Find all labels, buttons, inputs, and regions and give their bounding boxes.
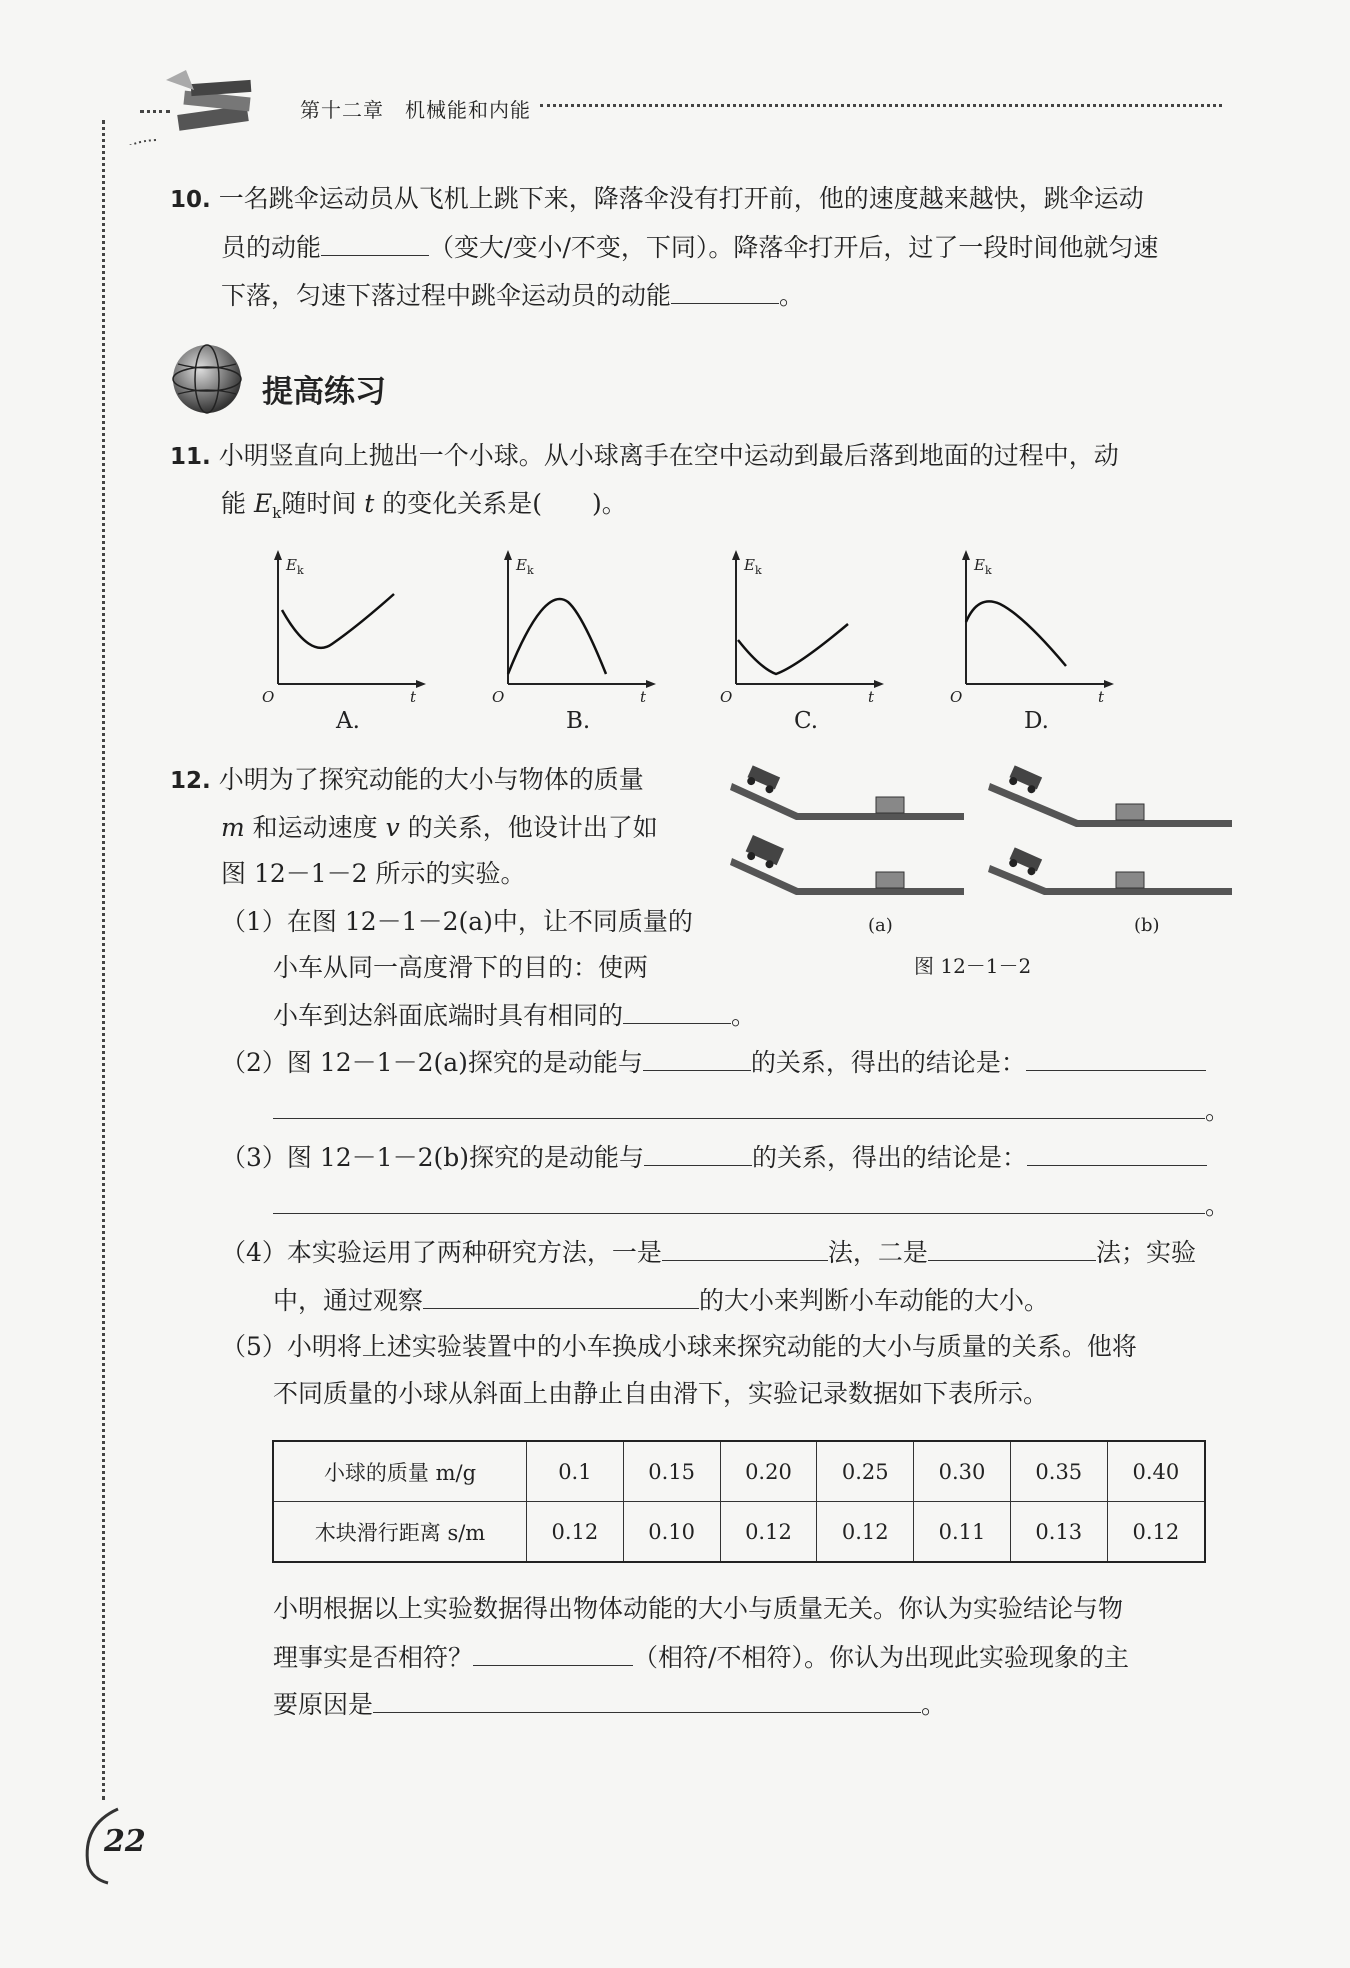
answer-blank[interactable] xyxy=(644,1141,752,1166)
y-axis-arrow xyxy=(962,550,970,560)
table-row xyxy=(273,1502,1205,1563)
ek-curve xyxy=(508,599,606,674)
x-axis-arrow xyxy=(646,680,656,688)
figure-b-top xyxy=(988,765,1232,827)
answer-blank[interactable] xyxy=(423,1284,699,1309)
answer-blank[interactable] xyxy=(1026,1046,1206,1071)
q12-part3-line2: 。 xyxy=(273,1189,1230,1222)
q12-part4-line1: （4）本实验运用了两种研究方法，一是 法，二是 法；实验 xyxy=(221,1238,1196,1267)
origin-label: O xyxy=(492,688,505,706)
left-margin-rule xyxy=(102,120,105,1800)
q12-end-line3: 要原因是 。 xyxy=(273,1690,947,1719)
table-cell: 0.15 xyxy=(623,1441,720,1502)
q12-end-line2: 理事实是否相符？ （相符/不相符）。你认为出现此实验现象的主 xyxy=(273,1643,1129,1672)
answer-blank[interactable] xyxy=(928,1236,1096,1261)
graph-option-c xyxy=(720,550,888,740)
ek-curve xyxy=(966,601,1066,666)
incline-experiment-figure xyxy=(728,765,1248,910)
header-rule-right xyxy=(540,104,1222,107)
q12-number: 12. xyxy=(170,768,211,794)
ek-curve xyxy=(738,624,848,674)
q12-part5-line1: （5）小明将上述实验装置中的小车换成小球来探究动能的大小与质量的关系。他将 xyxy=(221,1332,1137,1361)
q12-intro-line1: 12. 小明为了探究动能的大小与物体的质量 xyxy=(170,765,644,794)
figure-a-bottom xyxy=(730,835,964,895)
q12-intro-line3: 图 12－1－2 所示的实验。 xyxy=(221,859,526,888)
q12-part2-line2: 。 xyxy=(273,1094,1230,1127)
origin-label: O xyxy=(950,688,963,706)
table-cell: 0.35 xyxy=(1010,1441,1107,1502)
q10-number: 10. xyxy=(170,187,211,213)
q10-line3: 下落，匀速下落过程中跳伞运动员的动能 。 xyxy=(221,281,805,310)
data-table xyxy=(272,1440,1206,1563)
x-axis-arrow xyxy=(1104,680,1114,688)
q11-line2: 能 $E_k$随时间 t 的变化关系是( )。 xyxy=(221,489,627,522)
table-cell: 0.10 xyxy=(623,1502,720,1563)
figure-a-label: (a) xyxy=(868,915,893,936)
header-rule-left xyxy=(140,110,170,113)
answer-blank[interactable] xyxy=(273,1189,1205,1214)
q12-part1-line2: 小车从同一高度滑下的目的：使两 xyxy=(273,953,649,982)
table-cell: 0.25 xyxy=(817,1441,914,1502)
q10-line1: 10. 一名跳伞运动员从飞机上跳下来，降落伞没有打开前，他的速度越来越快，跳伞运动 xyxy=(170,184,1144,213)
q12-part4-line2: 中，通过观察 的大小来判断小车动能的大小。 xyxy=(273,1286,1050,1315)
ek-symbol: E xyxy=(253,489,273,518)
page-number: 22 xyxy=(104,1824,146,1859)
q12-part1-line1: （1）在图 12－1－2(a)中，让不同质量的 xyxy=(221,907,693,936)
section-title: 提高练习 xyxy=(262,374,386,410)
books-icon xyxy=(96,60,266,145)
answer-blank[interactable] xyxy=(273,1094,1205,1119)
x-axis-label: t xyxy=(1098,688,1105,706)
q10-line2: 员的动能 （变大/变小/不变，下同）。降落伞打开后，过了一段时间他就匀速 xyxy=(221,233,1159,262)
y-axis-arrow xyxy=(274,550,282,560)
x-axis-label: t xyxy=(868,688,875,706)
table-cell: 0.40 xyxy=(1107,1441,1205,1502)
table-cell: 0.13 xyxy=(1010,1502,1107,1563)
table-cell: 0.20 xyxy=(720,1441,817,1502)
q12-part1-line3: 小车到达斜面底端时具有相同的 。 xyxy=(273,1001,757,1030)
option-label: A. xyxy=(336,708,360,734)
answer-blank[interactable] xyxy=(643,1046,751,1071)
x-axis-arrow xyxy=(416,680,426,688)
q11-line1: 11. 小明竖直向上抛出一个小球。从小球离手在空中运动到最后落到地面的过程中，动 xyxy=(170,441,1119,470)
y-axis-arrow xyxy=(732,550,740,560)
table-cell: 0.30 xyxy=(914,1441,1011,1502)
option-label: B. xyxy=(566,708,591,734)
figure-b-bottom xyxy=(988,847,1232,895)
answer-blank[interactable] xyxy=(662,1236,828,1261)
y-axis-label: $E_k$ xyxy=(974,556,992,577)
y-axis-label: $E_k$ xyxy=(286,556,304,577)
ek-curve xyxy=(282,594,394,648)
table-cell: 0.12 xyxy=(817,1502,914,1563)
x-axis-arrow xyxy=(874,680,884,688)
q12-part5-line2: 不同质量的小球从斜面上由静止自由滑下，实验记录数据如下表所示。 xyxy=(273,1379,1049,1408)
figure-caption: 图 12－1－2 xyxy=(914,954,1032,978)
globe-icon xyxy=(170,342,244,416)
answer-blank[interactable] xyxy=(473,1641,633,1666)
y-axis-label: $E_k$ xyxy=(744,556,762,577)
answer-blank[interactable] xyxy=(671,279,779,304)
table-cell: 0.12 xyxy=(1107,1502,1205,1563)
chapter-title: 第十二章 机械能和内能 xyxy=(300,98,531,122)
row-header-distance: 木块滑行距离 s/m xyxy=(273,1502,527,1563)
y-axis-label: $E_k$ xyxy=(516,556,534,577)
q12-part2-line1: （2）图 12－1－2(a)探究的是动能与 的关系，得出的结论是： xyxy=(221,1046,1206,1079)
q11-number: 11. xyxy=(170,444,211,470)
q12-part3-line1: （3）图 12－1－2(b)探究的是动能与 的关系，得出的结论是： xyxy=(221,1141,1207,1174)
origin-label: O xyxy=(720,688,733,706)
q12-intro-line2: m 和运动速度 v 的关系，他设计出了如 xyxy=(221,813,658,842)
answer-blank[interactable] xyxy=(373,1688,921,1713)
x-axis-label: t xyxy=(640,688,647,706)
graph-option-b xyxy=(492,550,660,740)
answer-blank[interactable] xyxy=(623,999,731,1024)
figure-a-top xyxy=(730,765,964,820)
y-axis-arrow xyxy=(504,550,512,560)
table-row xyxy=(273,1441,1205,1502)
x-axis-label: t xyxy=(410,688,417,706)
figure-b-label: (b) xyxy=(1134,915,1160,936)
origin-label: O xyxy=(262,688,275,706)
graph-option-a xyxy=(262,550,430,740)
option-label: C. xyxy=(794,708,819,734)
q12-end-line1: 小明根据以上实验数据得出物体动能的大小与质量无关。你认为实验结论与物 xyxy=(273,1594,1124,1623)
table-cell: 0.12 xyxy=(527,1502,624,1563)
answer-blank[interactable] xyxy=(321,231,429,256)
graph-option-d xyxy=(950,550,1118,740)
table-cell: 0.1 xyxy=(527,1441,624,1502)
table-cell: 0.12 xyxy=(720,1502,817,1563)
table-cell: 0.11 xyxy=(914,1502,1011,1563)
row-header-mass: 小球的质量 m/g xyxy=(273,1441,527,1502)
answer-blank[interactable] xyxy=(1027,1141,1207,1166)
option-label: D. xyxy=(1024,708,1049,734)
